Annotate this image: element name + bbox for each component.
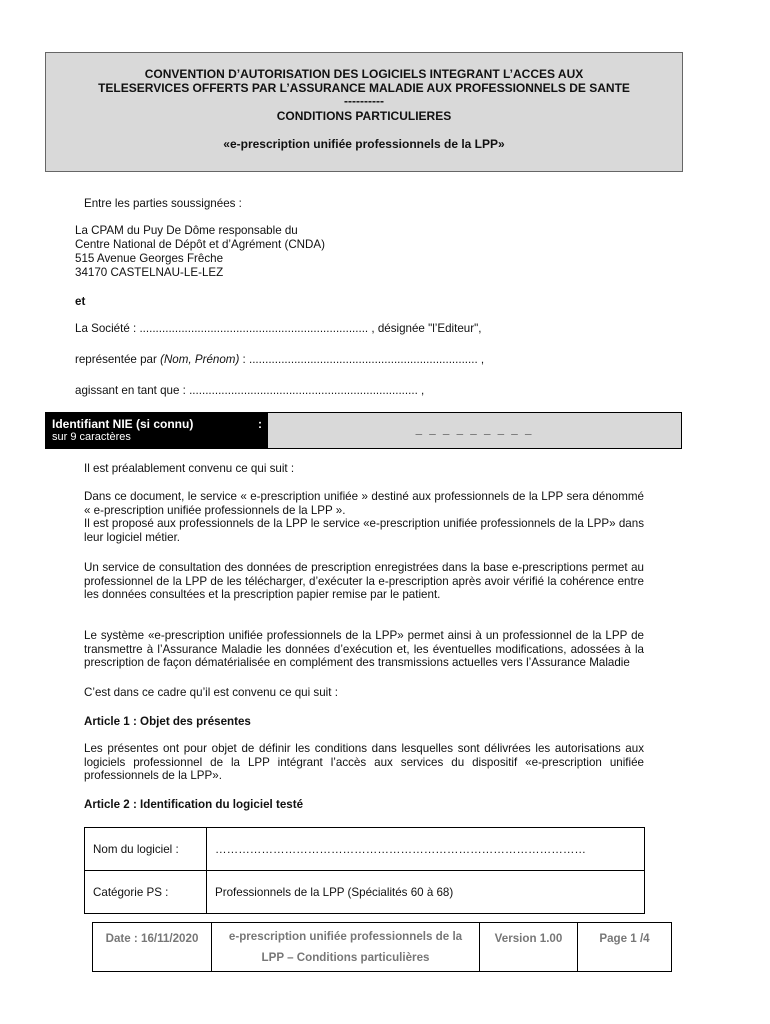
body-p5: C’est dans ce cadre qu’il est convenu ce qui suit : [84,686,338,699]
article-1-title: Article 1 : Objet des présentes [84,715,251,728]
footer-doc-line-2: LPP – Conditions particulières [261,951,430,964]
category-label: Catégorie PS : [85,871,207,914]
address-line-2: Centre National de Dépôt et d’Agrément (CNDA) [75,238,326,251]
address-line-4: 34170 CASTELNAU-LE-LEZ [75,266,224,279]
title-line-1: CONVENTION D’AUTORISATION DES LOGICIELS INTEGRANT L’ACCES AUX [144,67,584,81]
address-line-3: 515 Avenue Georges Frêche [75,252,224,265]
title-separator: ---------- [344,94,384,108]
footer-doc-line-1: e-prescription unifiée professionnels de la [228,930,463,943]
software-table [84,827,645,914]
title-box [45,52,683,172]
represente-prefix: représentée par [75,353,161,366]
title-line-3: CONDITIONS PARTICULIERES [276,109,452,123]
represente-suffix: : ....................................................................... , [239,353,485,366]
nie-sub: sur 9 caractères [52,431,131,443]
body-p2: Il est proposé aux professionnels de la LPP le service «e-prescription unifiée professionnels de la LPP» dans leur logiciel métier. [84,517,644,544]
represente-italic: (Nom, Prénom) [160,353,240,366]
parties-intro: Entre les parties soussignées : [84,197,242,210]
body-p4: Le système «e-prescription unifiée professionnels de la LPP» permet ainsi à un professionnel de la LPP de transmettre à l’Assurance Maladie les données d’exécution et, les éventuelles modifications, adossées à la prescription de façon dématérialisée en complément des transmissions actuelles vers l’Assurance Maladie [84,629,644,670]
article-1-text: Les présentes ont pour objet de définir les conditions dans lesquelles sont délivrées les autorisations aux logiciels professionnel de la LPP intégrant l’accès aux services du dispositif «e-prescription unifiée professionnels de la LPP». [84,742,644,783]
footer-page: Page 1 /4 [578,923,672,972]
table-row [85,871,645,914]
societe-field: La Société : ....................................................................... , désignée "l’Editeur", [75,322,482,335]
software-name-value[interactable]: …………………………………………………………………………………… [207,828,645,871]
software-name-label: Nom du logiciel : [85,828,207,871]
and-label: et [75,295,86,308]
footer-table [92,922,672,972]
represente-field [75,353,484,366]
table-row [85,828,645,871]
title-line-4: «e-prescription unifiée professionnels de la LPP» [223,137,505,151]
article-2-title: Article 2 : Identification du logiciel testé [84,798,304,811]
category-value: Professionnels de la LPP (Spécialités 60 à 68) [207,871,645,914]
agissant-field: agissant en tant que : ....................................................................... , [75,384,425,397]
footer-date: Date : 16/11/2020 [93,923,212,972]
body-p0: Il est préalablement convenu ce qui suit : [84,462,295,475]
address-line-1: La CPAM du Puy De Dôme responsable du [75,224,298,237]
body-p1: Dans ce document, le service « e-prescription unifiée » destiné aux professionnels de la LPP sera dénommé « e-prescription unifiée professionnels de la LPP ». [84,490,644,517]
title-line-2: TELESERVICES OFFERTS PAR L’ASSURANCE MALADIE AUX PROFESSIONNELS DE SANTE [98,81,630,95]
nie-box [45,412,682,449]
nie-label: Identifiant NIE (si connu) [52,417,194,431]
nie-value-field[interactable]: _ _ _ _ _ _ _ _ _ [268,413,681,448]
footer-doc-title [212,923,480,972]
footer-version: Version 1.00 [480,923,578,972]
nie-colon: : [258,417,262,431]
nie-label-cell [46,413,268,448]
footer-row [93,923,672,972]
body-p3: Un service de consultation des données de prescription enregistrées dans la base e-prescriptions permet au professionnel de la LPP de les télécharger, d’exécuter la e-prescription après avoir vérifié la cohérence entre les données consultées et la prescription papier remise par le patient. [84,561,644,602]
